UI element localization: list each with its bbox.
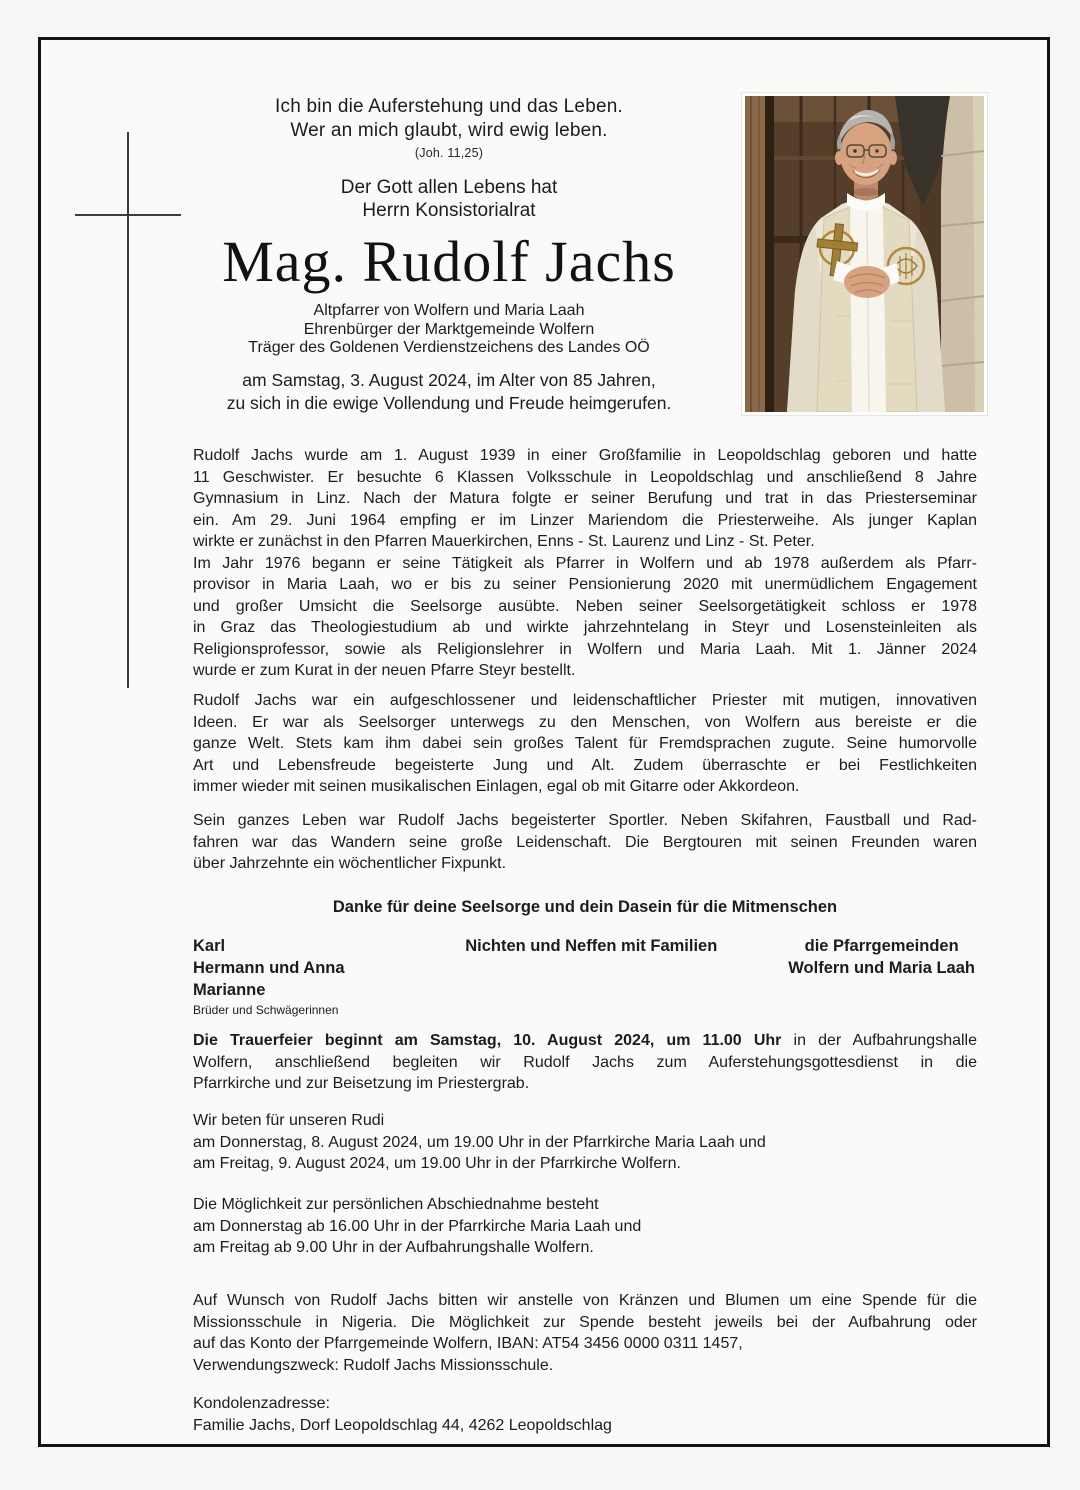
text-line: Wir beten für unseren Rudi: [193, 1112, 385, 1129]
page-border-frame: [38, 37, 1050, 1447]
text-line: und großer Umsicht die Seelsorge ausübte. Neben seiner Seelsorgetätigkeit schloss er 1978: [193, 597, 977, 615]
text-line: wurde er zum Kurat in der neuen Pfarre Steyr bestellt.: [193, 662, 576, 679]
text-line: Familie Jachs, Dorf Leopoldschlag 44, 4262 Leopoldschlag: [193, 1416, 612, 1434]
text-line: Gymnasium in Linz. Nach der Matura folgte er seiner Berufung und trat in das Priesterseminar: [193, 490, 977, 507]
prayer-services-info: [193, 1110, 977, 1175]
text-line: ein. Am 29. Juni 1964 empfing er im Linzer Mariendom die Priesterweihe. Als junger Kaplan: [193, 511, 977, 529]
text-line: Ehrenbürger der Marktgemeinde Wolfern: [303, 320, 595, 338]
portrait-photo-illustration: [745, 96, 984, 412]
text-line: am Freitag, 9. August 2024, um 19.00 Uhr in der Pfarrkirche Wolfern.: [193, 1155, 681, 1172]
text-line: wirkte er zunächst in den Pfarren Mauerkirchen, Enns - St. Laurenz und Linz - St. Peter.: [193, 533, 815, 550]
text-line: am Donnerstag ab 16.00 Uhr in der Pfarrkirche Maria Laah und: [193, 1217, 642, 1235]
mourners-section: [193, 935, 977, 1045]
text-line: Träger des Goldenen Verdienstzeichens des Landes OÖ: [248, 339, 650, 356]
deceased-titles: [41, 302, 857, 358]
farewell-info: [193, 1194, 977, 1259]
text-line: Missionsschule in Nigeria. Die Möglichkeit zur Spende besteht jeweils bei der Aufbahrung oder: [193, 1313, 977, 1331]
text-line: Religionsprofessor, sowie als Religionslehrer in Wolfern und Maria Laah. Mit 1. Jänner 2024: [193, 640, 977, 658]
biography-paragraph-1: [193, 445, 977, 682]
funeral-date-bold: Die Trauerfeier beginnt am Samstag, 10. August 2024, um 11.00 Uhr: [193, 1032, 782, 1049]
mourner-names: [193, 935, 345, 1001]
portrait-photo: [741, 92, 988, 416]
death-line2: zu sich in die ewige Vollendung und Freude heimgerufen.: [226, 393, 672, 413]
text-line: 11 Geschwister. Er besuchte 6 Klassen Volksschule in Leopoldschlag und anschließend 8 Jahre: [193, 468, 977, 486]
bible-quote: [41, 95, 857, 161]
text-line: Art und Lebensfreude begeisterte Jung und Alt. Zudem überraschte er bei Festlichkeiten: [193, 756, 977, 774]
text-line: Rudolf Jachs wurde am 1. August 1939 in einer Großfamilie in Leopoldschlag geboren und hatte: [193, 447, 977, 464]
text-line: am Donnerstag, 8. August 2024, um 19.00 Uhr in der Pfarrkirche Maria Laah und: [193, 1133, 766, 1151]
text-line: auf das Konto der Pfarrgemeinde Wolfern, IBAN: AT54 3456 0000 0311 1457,: [193, 1335, 743, 1352]
text-line: Die Möglichkeit zur persönlichen Abschiednahme besteht: [193, 1196, 599, 1213]
death-line1: am Samstag, 3. August 2024, im Alter von 85 Jahren,: [242, 370, 656, 390]
funeral-line1-rest: in der Aufbahrungshalle: [781, 1032, 977, 1049]
funeral-service-info: [193, 1030, 977, 1095]
condolence-address: [193, 1393, 977, 1436]
thanks-line: Danke für deine Seelsorge und dein Dasein für die Mitmenschen: [332, 898, 838, 916]
text-line: Wolfern, anschließend begleiten wir Rudolf Jachs zum Auferstehungsgottesdienst in die: [193, 1053, 977, 1071]
intro-lines: [41, 176, 857, 222]
deceased-name: Mag. Rudolf Jachs: [222, 229, 676, 294]
donation-info: [193, 1290, 977, 1376]
text-line: über Jahrzehnte ein wöchentlicher Fixpunkt.: [193, 855, 507, 872]
text-line: ganze Welt. Stets kam ihm dabei sein großes Talent für Fremdsprachen zugute. Seine humorvolle: [193, 735, 977, 752]
text-line: fahren war das Wandern seine große Leidenschaft. Die Bergtouren mit seinen Freunden waren: [193, 833, 977, 851]
text-line: Im Jahr 1976 begann er seine Tätigkeit als Pfarrer in Wolfern und ab 1978 außerdem als Pfarr-: [193, 554, 977, 572]
text-line: Auf Wunsch von Rudolf Jachs bitten wir anstelle von Kränzen und Blumen um eine Spende für die: [193, 1292, 977, 1309]
bible-quote-line2: Wer an mich glaubt, wird ewig leben.: [290, 120, 608, 141]
text-line: in Graz das Theologiestudium ab und wirkte jahrzehntelang in Steyr und Losensteinleiten als: [193, 619, 977, 636]
mourners-siblings-note: Brüder und Schwägerinnen: [193, 1003, 339, 1017]
biography-paragraph-2: [193, 690, 977, 798]
death-announcement: [41, 369, 857, 415]
text-line: am Freitag ab 9.00 Uhr in der Aufbahrungshalle Wolfern.: [193, 1239, 594, 1256]
text-line: Altpfarrer von Wolfern und Maria Laah: [313, 302, 585, 319]
text-line: Sein ganzes Leben war Rudolf Jachs begeisterter Sportler. Neben Skifahren, Faustball und Rad-: [193, 812, 977, 829]
text-line: immer wieder mit seinen musikalischen Einlagen, egal ob mit Gitarre oder Akkordeon.: [193, 778, 800, 795]
intro-line2: Herrn Konsistorialrat: [362, 200, 536, 221]
text-line: Rudolf Jachs war ein aufgeschlossener und leidenschaftlicher Priester mit mutigen, innovativen: [193, 692, 977, 709]
text-line: Pfarrkirche und zur Beisetzung im Priestergrab.: [193, 1075, 530, 1092]
mourners-nieces-nephews: Nichten und Neffen mit Familien: [465, 937, 718, 955]
text-line: Ideen. Er war als Seelsorger unterwegs zu den Menschen, von Wolfern aus bereiste er die: [193, 713, 977, 731]
text-line: provisor in Maria Laah, wo er bis zu seiner Pensionierung 2020 mit unermüdlichem Engagement: [193, 576, 977, 593]
text-line: Verwendungszweck: Rudolf Jachs Missionsschule.: [193, 1356, 554, 1374]
text-line: Wolfern und Maria Laah: [788, 959, 975, 977]
mourners-parishes: [788, 935, 975, 979]
funeral-line1: [193, 1030, 977, 1052]
funeral-remaining-lines: [193, 1052, 977, 1095]
text-line: Kondolenzadresse:: [193, 1395, 330, 1412]
intro-line1: Der Gott allen Lebens hat: [340, 177, 558, 198]
text-line: Hermann und Anna: [193, 959, 345, 977]
text-line: die Pfarrgemeinden: [804, 937, 959, 955]
bible-quote-reference: (Joh. 11,25): [414, 146, 484, 160]
text-line: Karl: [193, 937, 226, 955]
bible-quote-line1: Ich bin die Auferstehung und das Leben.: [275, 96, 623, 117]
text-line: Marianne: [193, 981, 266, 999]
biography-paragraph-3: [193, 810, 977, 875]
mourners-siblings: [193, 935, 345, 1018]
